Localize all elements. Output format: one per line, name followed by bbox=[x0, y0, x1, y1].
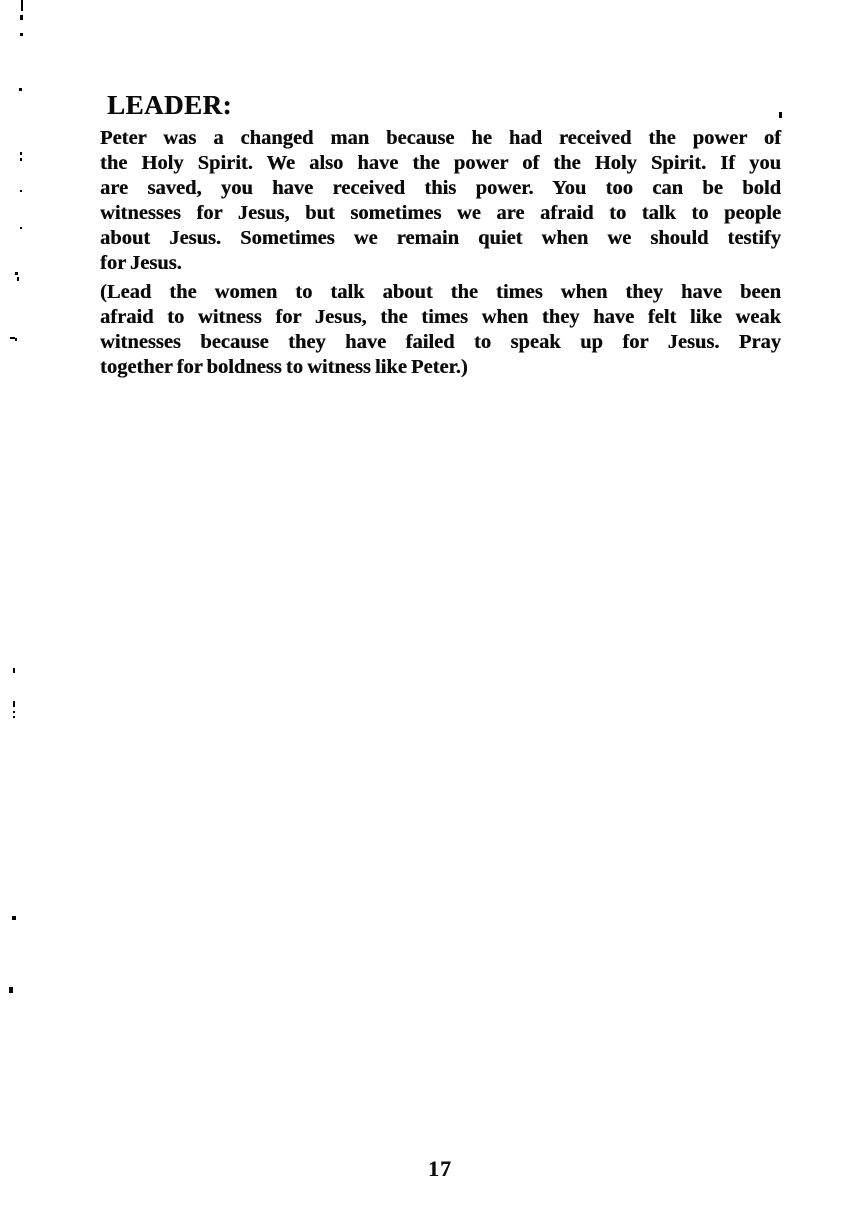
scan-artifact bbox=[12, 916, 16, 920]
body-line: witnesses for Jesus, but sometimes we are afraid to talk to people bbox=[100, 202, 781, 224]
body-line: afraid to witness for Jesus, the times when they have felt like weak bbox=[100, 306, 781, 328]
body-line: Peter was a changed man because he had received the power of bbox=[100, 127, 781, 149]
body-line: witnesses because they have failed to speak up for Jesus. Pray bbox=[100, 331, 781, 353]
scan-artifact bbox=[13, 711, 15, 713]
page-number: 17 bbox=[428, 1156, 452, 1181]
scan-artifact bbox=[15, 272, 18, 275]
body-line: the Holy Spirit. We also have the power of the Holy Spirit. If you bbox=[100, 152, 781, 174]
scan-artifact bbox=[13, 716, 15, 718]
scan-artifact bbox=[13, 668, 15, 673]
scan-artifact bbox=[20, 227, 22, 229]
scan-artifact bbox=[9, 987, 13, 993]
scan-artifact bbox=[21, 0, 23, 11]
scan-artifact bbox=[15, 338, 17, 341]
body-line: for Jesus. bbox=[100, 252, 182, 274]
scan-artifact bbox=[20, 152, 22, 155]
body-line: (Lead the women to talk about the times when they have been bbox=[100, 281, 781, 303]
scan-artifact bbox=[13, 701, 15, 707]
body-line: about Jesus. Sometimes we remain quiet when we should testify bbox=[100, 227, 781, 249]
body-line: together for boldness to witness like Peter.) bbox=[100, 356, 468, 378]
scan-artifact bbox=[20, 15, 23, 20]
paragraph-leader-text bbox=[100, 126, 781, 276]
scan-artifact bbox=[779, 112, 782, 118]
body-line: are saved, you have received this power. You too can be bold bbox=[100, 177, 781, 199]
scan-artifact bbox=[17, 277, 19, 281]
paragraph-instruction-text bbox=[100, 280, 781, 380]
scan-artifact bbox=[20, 33, 23, 36]
scan-artifact bbox=[20, 158, 22, 161]
section-heading: LEADER: bbox=[107, 90, 233, 120]
scan-artifact bbox=[19, 88, 22, 91]
scan-artifact bbox=[20, 190, 22, 192]
